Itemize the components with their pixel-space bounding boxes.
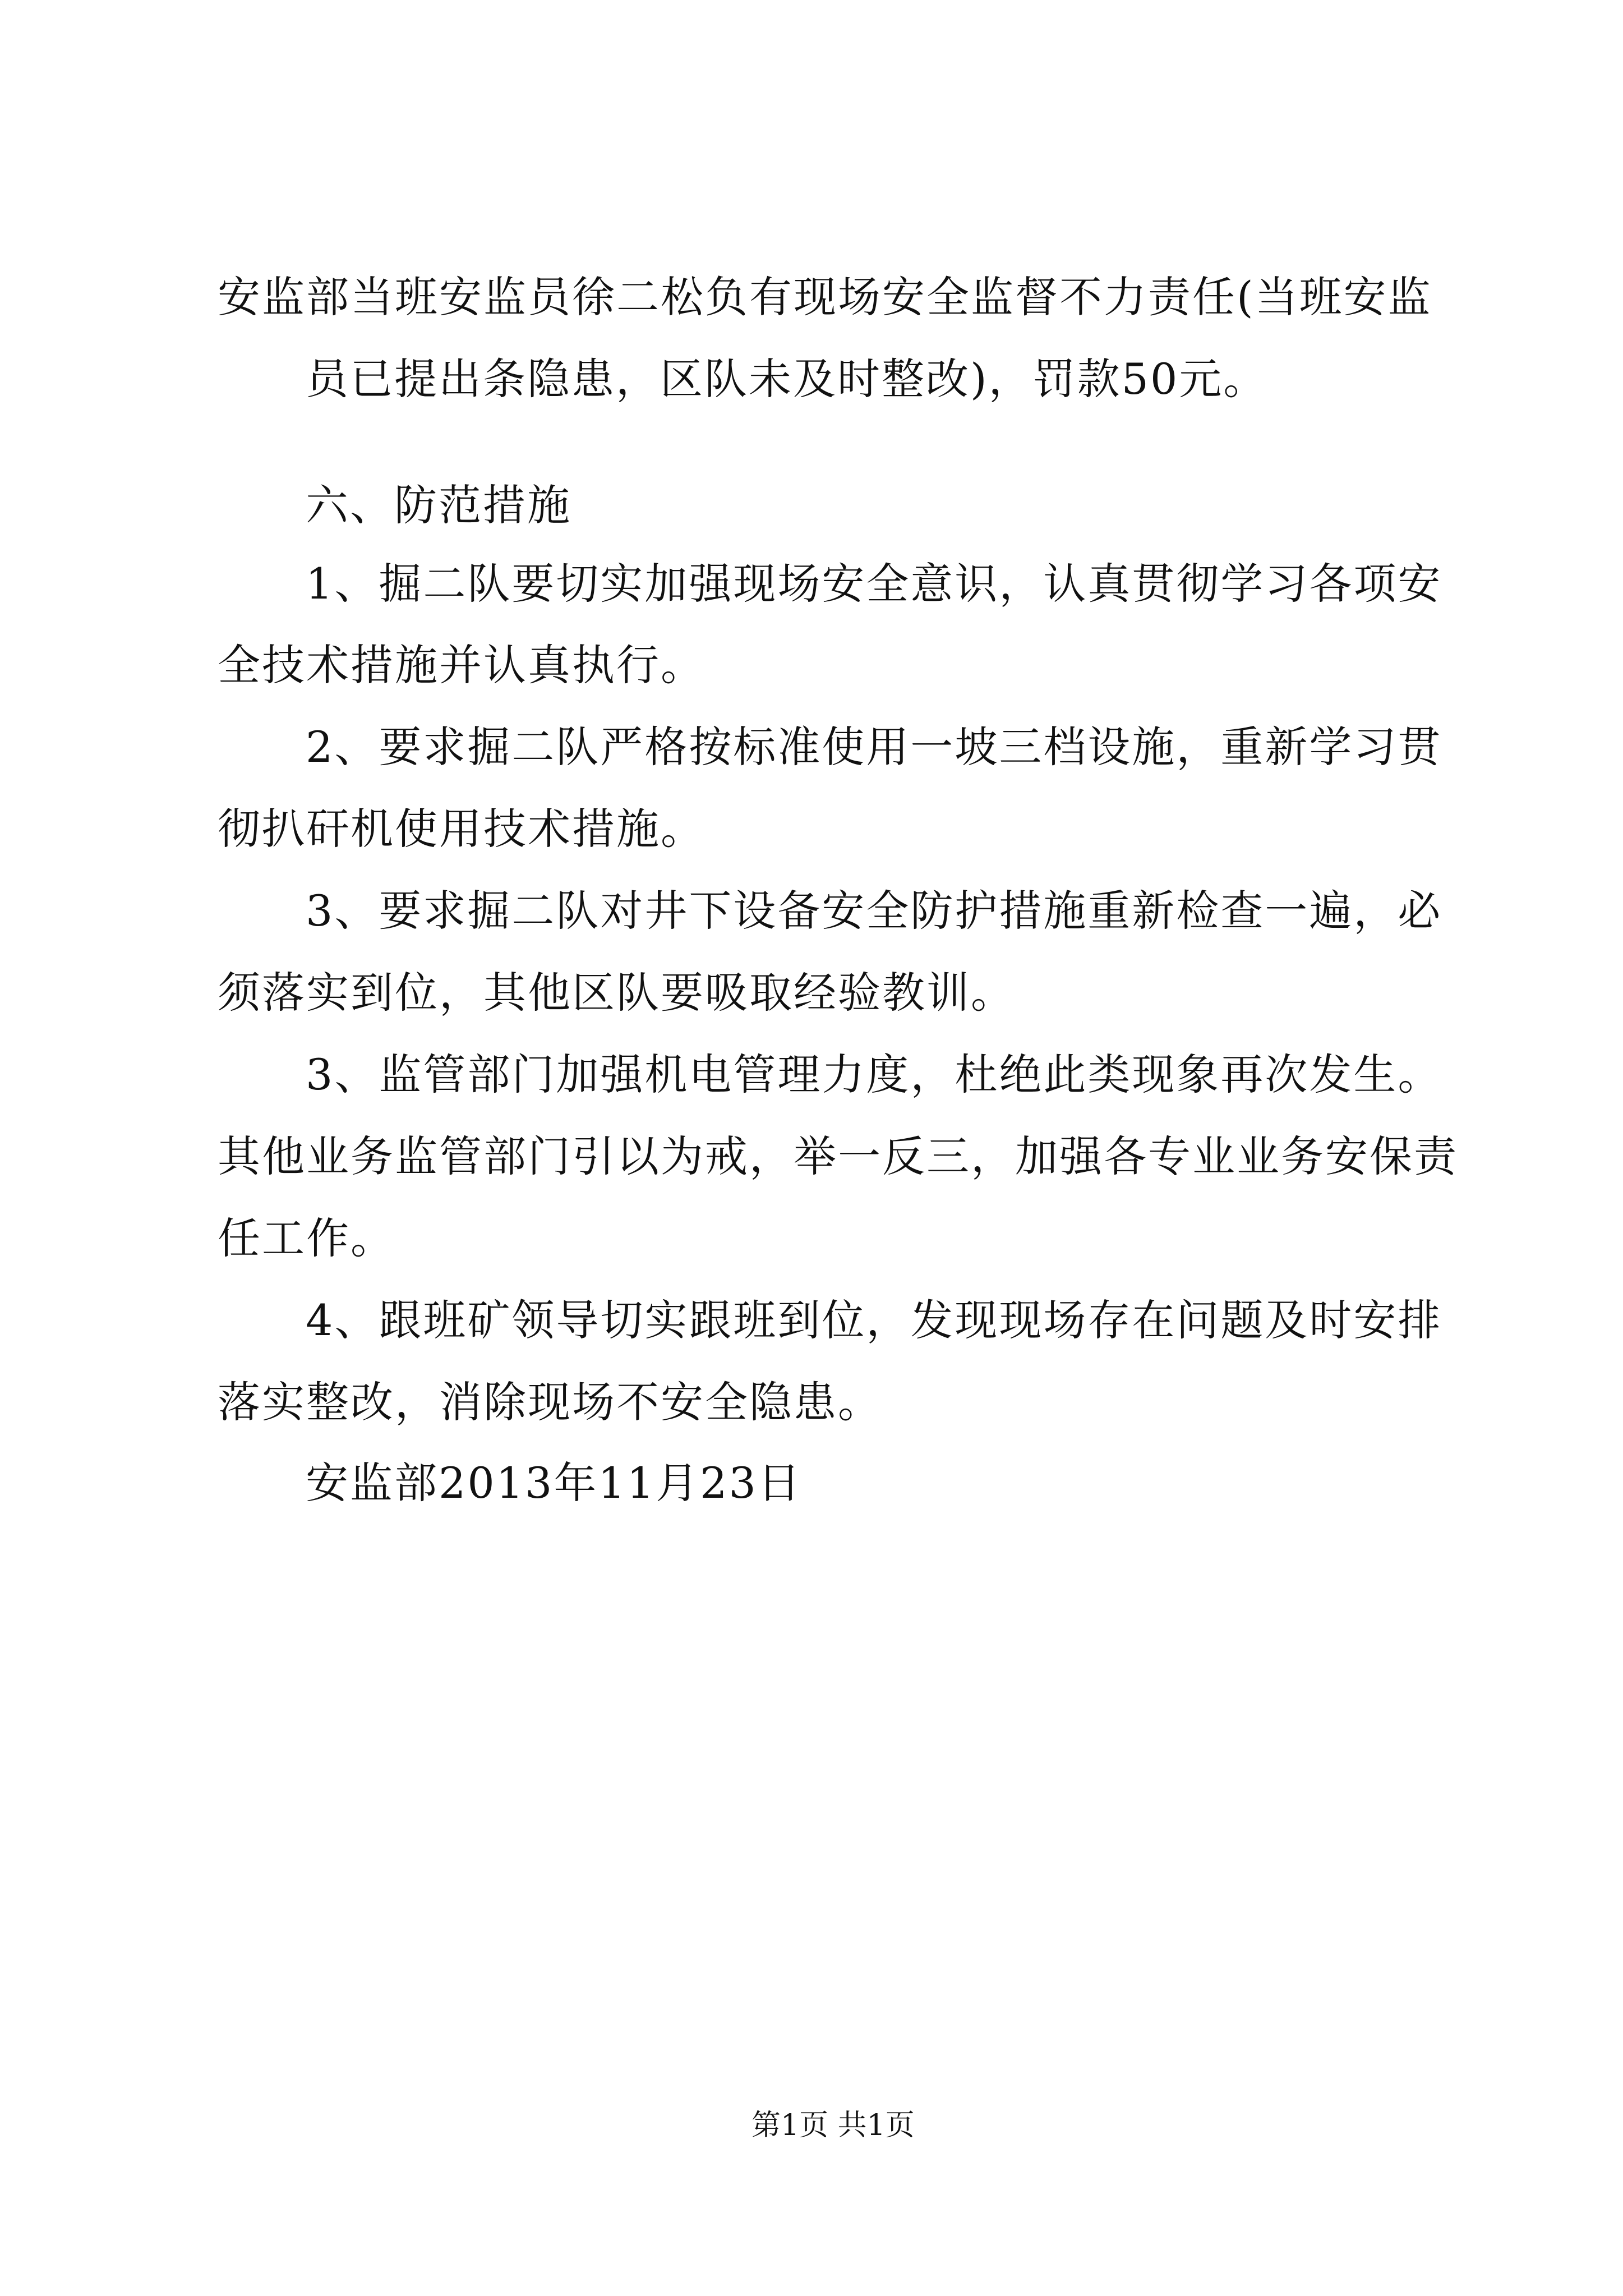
body-line-8: 3、要求掘二队对井下设备安全防护措施重新检查一遍，必 <box>306 886 1442 936</box>
body-line-1: 安监部当班安监员徐二松负有现场安全监督不力责任(当班安监 <box>218 272 1432 322</box>
body-line-13: 4、跟班矿领导切实跟班到位，发现现场存在问题及时安排 <box>306 1295 1442 1345</box>
body-line-4: 1、掘二队要切实加强现场安全意识，认真贯彻学习各项安 <box>306 559 1442 609</box>
body-line-11: 其他业务监管部门引以为戒，举一反三，加强各专业业务安保责 <box>218 1131 1458 1181</box>
section-heading: 六、防范措施 <box>306 480 571 530</box>
body-line-6: 2、要求掘二队严格按标准使用一坡三档设施，重新学习贯 <box>306 722 1442 772</box>
body-line-14: 落实整改，消除现场不安全隐患。 <box>218 1377 882 1427</box>
body-line-10: 3、监管部门加强机电管理力度，杜绝此类现象再次发生。 <box>306 1050 1442 1099</box>
page-number-footer: 第1页 共1页 <box>751 2109 915 2142</box>
signature-date-line: 安监部2013年11月23日 <box>306 1458 802 1508</box>
body-line-9: 须落实到位，其他区队要吸取经验教训。 <box>218 968 1015 1018</box>
body-line-12: 任工作。 <box>218 1213 395 1263</box>
body-line-2: 员已提出条隐患，区队未及时整改)，罚款50元。 <box>306 354 1268 404</box>
body-line-5: 全技术措施并认真执行。 <box>218 640 705 690</box>
body-line-7: 彻扒矸机使用技术措施。 <box>218 804 705 854</box>
